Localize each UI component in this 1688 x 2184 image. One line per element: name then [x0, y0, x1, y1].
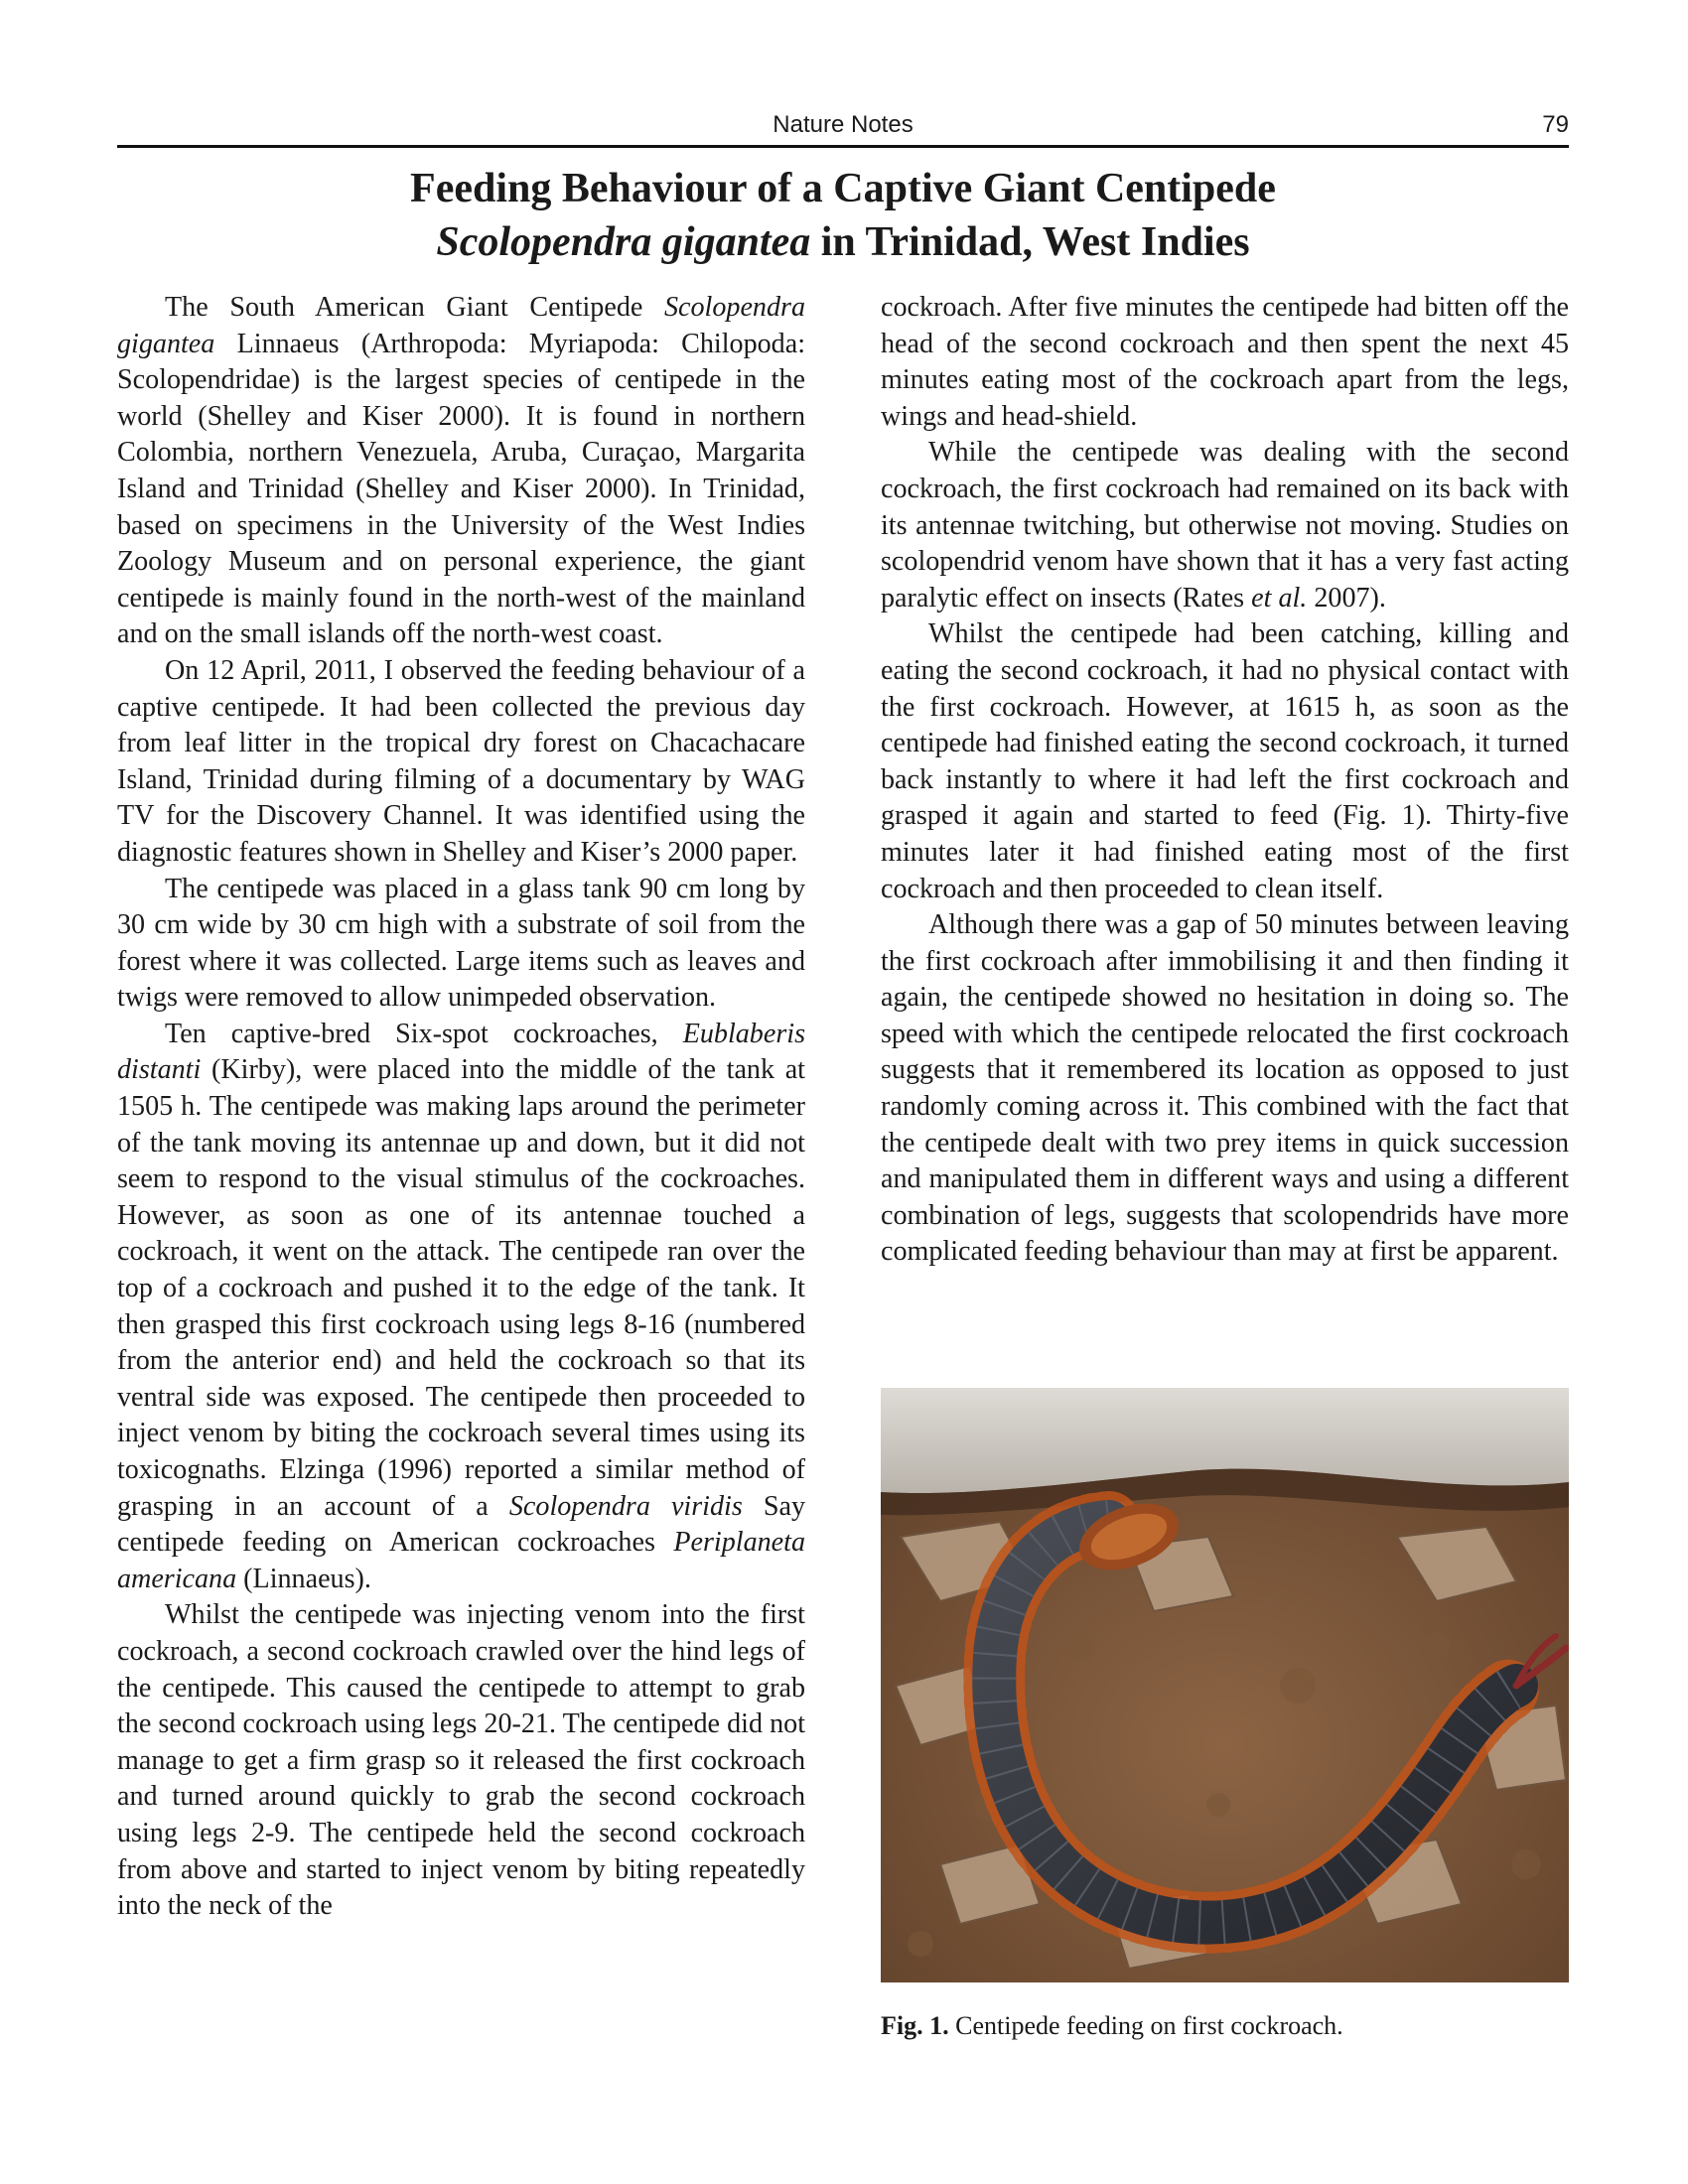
page-number: 79	[1542, 111, 1569, 138]
figure-caption	[881, 2009, 1569, 2043]
figure-caption-text: Centipede feeding on first cockroach.	[948, 2011, 1343, 2040]
title-line-1: Feeding Behaviour of a Captive Giant Centipede	[410, 166, 1276, 211]
centipede-photo-illustration	[881, 1388, 1569, 1982]
paragraph-feeding: Whilst the centipede had been catching, killing and eating the second cockroach, it had no physical contact with the first cockroach. However, at 1615 h, as soon as the centipede had finished eating the second cockroach, it turned back instantly to where it had left the first cockroach and grasped it again and started to feed (Fig. 1). Thirty-five minutes later it had finished eating most of the first cockroach and then proceeded to clean itself.	[881, 618, 1569, 904]
paragraph-conclusion: Although there was a gap of 50 minutes between leaving the first cockroach after immobilising it and then finding it again, the centipede showed no hesitation in doing so. The speed with which the centipede relocated the first cockroach suggests that it remembered its location as opposed to just randomly coming across it. This combined with the fact that the centipede dealt with two prey items in quick succession and manipulated them in different ways and using a different combination of legs, suggests that scolopendrids have more complicated feeding behaviour than may at first be apparent.	[881, 909, 1569, 1268]
paragraph-continued: cockroach. After five minutes the centipede had bitten off the head of the second cockroach and then spent the next 45 minutes eating most of the cockroach apart from the legs, wings and head-shield.	[881, 292, 1569, 432]
left-column	[117, 290, 805, 1925]
figure-photo-centipede	[881, 1388, 1569, 1982]
paragraph-observation: On 12 April, 2011, I observed the feeding behaviour of a captive centipede. It had been collected the previous day from leaf litter in the tropical dry forest on Chacachacare Island, Trinidad during filming of a documentary by WAG TV for the Discovery Channel. It was identified using the diagnostic features shown in Shelley and Kiser’s 2000 paper.	[117, 654, 805, 868]
title-line-2: Scolopendra gigantea in Trinidad, West Indies	[436, 219, 1250, 265]
title-species: Scolopendra gigantea	[436, 219, 811, 265]
figure-label: Fig. 1.	[881, 2011, 949, 2040]
running-header	[117, 107, 1569, 148]
right-column	[881, 290, 1569, 1271]
paragraph-tank: The centipede was placed in a glass tank 90 cm long by 30 cm wide by 30 cm high with a substrate of soil from the forest where it was collected. Large items such as leaves and twigs were removed to allow unimpeded observation.	[117, 873, 805, 1014]
journal-section-title: Nature Notes	[773, 111, 914, 138]
article-title	[117, 162, 1569, 269]
paragraph-venom: While the centipede was dealing with the second cockroach, the first cockroach had remained on its back with its antennae twitching, but otherwise not moving. Studies on scolopendrid venom have shown that it has a very fast acting paralytic effect on insects (Rates et al. 2007).	[881, 437, 1569, 614]
paragraph-cockroaches: Ten captive-bred Six-spot cockroaches, Eublaberis distanti (Kirby), were placed into the middle of the tank at 1505 h. The centipede was making laps around the perimeter of the tank moving its antennae up and down, but it did not seem to respond to the visual stimulus of the cockroaches. However, as soon as one of its antennae touched a cockroach, it went on the attack. The centipede ran over the top of a cockroach and pushed it to the edge of the tank. It then grasped this first cockroach using legs 8-16 (numbered from the anterior end) and held the cockroach so that its ventral side was exposed. The centipede then proceeded to inject venom by biting the cockroach several times using its toxicognaths. Elzinga (1996) reported a similar method of grasping in an account of a Scolopendra viridis Say centipede feeding on American cockroaches Periplaneta americana (Linnaeus).	[117, 1018, 805, 1594]
paragraph-intro: The South American Giant Centipede Scolopendra gigantea Linnaeus (Arthropoda: Myriapoda: Chilopoda: Scolopendridae) is the largest species of centipede in the world (Shelley and Kiser 2000). It is found in northern Colombia, northern Venezuela, Aruba, Curaçao, Margarita Island and Trinidad (Shelley and Kiser 2000). In Trinidad, based on specimens in the University of the West Indies Zoology Museum and on personal experience, the giant centipede is mainly found in the north-west of the mainland and on the small islands off the north-west coast.	[117, 292, 805, 650]
paragraph-second-cockroach: Whilst the centipede was injecting venom into the first cockroach, a second cockroach crawled over the hind legs of the centipede. This caused the centipede to attempt to grab the second cockroach using legs 20-21. The centipede did not manage to get a firm grasp so it released the first cockroach and turned around quickly to grab the second cockroach using legs 2-9. The centipede held the second cockroach from above and started to inject venom by biting repeatedly into the neck of the	[117, 1599, 805, 1922]
